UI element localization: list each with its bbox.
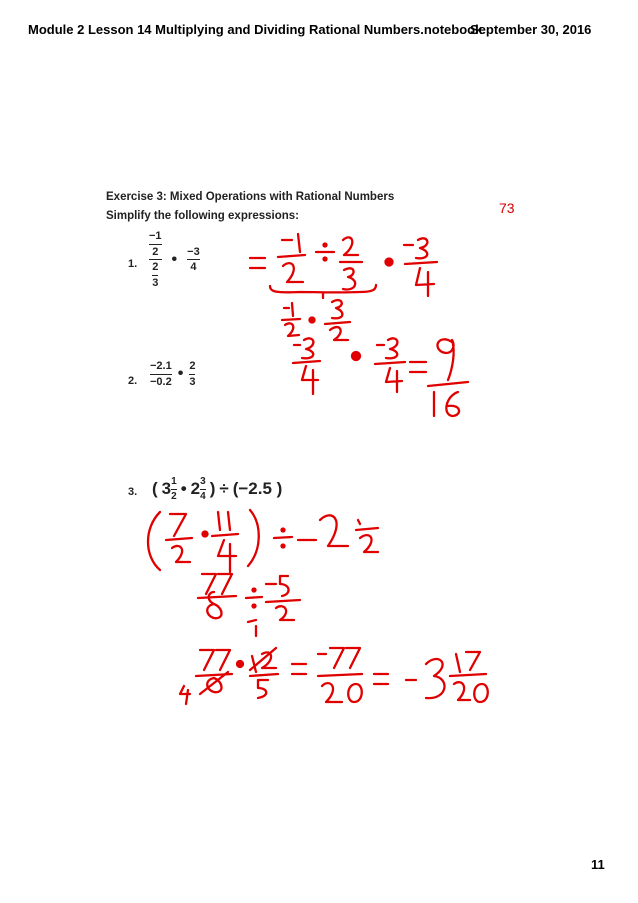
ink-problem-1-line-3 xyxy=(293,338,468,416)
numerator: 1 xyxy=(171,476,177,487)
denominator: −0.2 xyxy=(150,375,172,388)
top-denominator: 2 xyxy=(152,245,159,258)
ink-problem-1-line-2 xyxy=(282,300,350,340)
denominator: 2 xyxy=(171,490,177,502)
numerator: −2.1 xyxy=(150,360,172,372)
problem-3-number: 3. xyxy=(128,486,138,498)
denominator: 4 xyxy=(200,490,206,502)
bottom-numerator: 2 xyxy=(152,261,159,274)
ink-problem-3-line-2 xyxy=(198,574,300,620)
multiply-operator: • xyxy=(177,365,184,383)
numerator: −3 xyxy=(187,245,200,258)
denominator: 3 xyxy=(189,375,196,388)
whole: 3 xyxy=(161,479,172,498)
bottom-denominator: 3 xyxy=(152,276,159,289)
notebook-date: September 30, 2016 xyxy=(470,22,592,37)
whole: 2 xyxy=(190,479,201,498)
denominator: 4 xyxy=(190,261,197,274)
exercise-title: Exercise 3: Mixed Operations with Rational Numbers xyxy=(106,191,395,203)
notebook-title: Module 2 Lesson 14 Multiplying and Dividing Rational Numbers.notebook xyxy=(28,22,483,37)
top-numerator: −1 xyxy=(149,230,162,242)
problem-1-number: 1. xyxy=(128,258,138,270)
problem-2-number: 2. xyxy=(128,375,138,387)
ink-problem-3-line-3 xyxy=(180,620,488,704)
multiply-operator: • xyxy=(180,479,187,498)
page-number: 11 xyxy=(591,857,605,872)
numerator: 2 xyxy=(189,360,196,372)
ink-problem-1-bracket xyxy=(270,285,376,298)
numerator: 3 xyxy=(200,476,206,487)
open-paren: ( xyxy=(152,479,158,498)
ink-problem-1-line-1 xyxy=(250,234,437,296)
page-reference-annotation: 73 xyxy=(499,200,515,216)
multiply-operator: • xyxy=(171,250,178,268)
ink-problem-3-line-1 xyxy=(148,510,378,572)
divide-operator: ÷ xyxy=(219,479,229,498)
close-paren: ) xyxy=(209,479,216,498)
divisor: (−2.5 ) xyxy=(232,479,283,498)
exercise-instruction: Simplify the following expressions: xyxy=(106,210,299,222)
